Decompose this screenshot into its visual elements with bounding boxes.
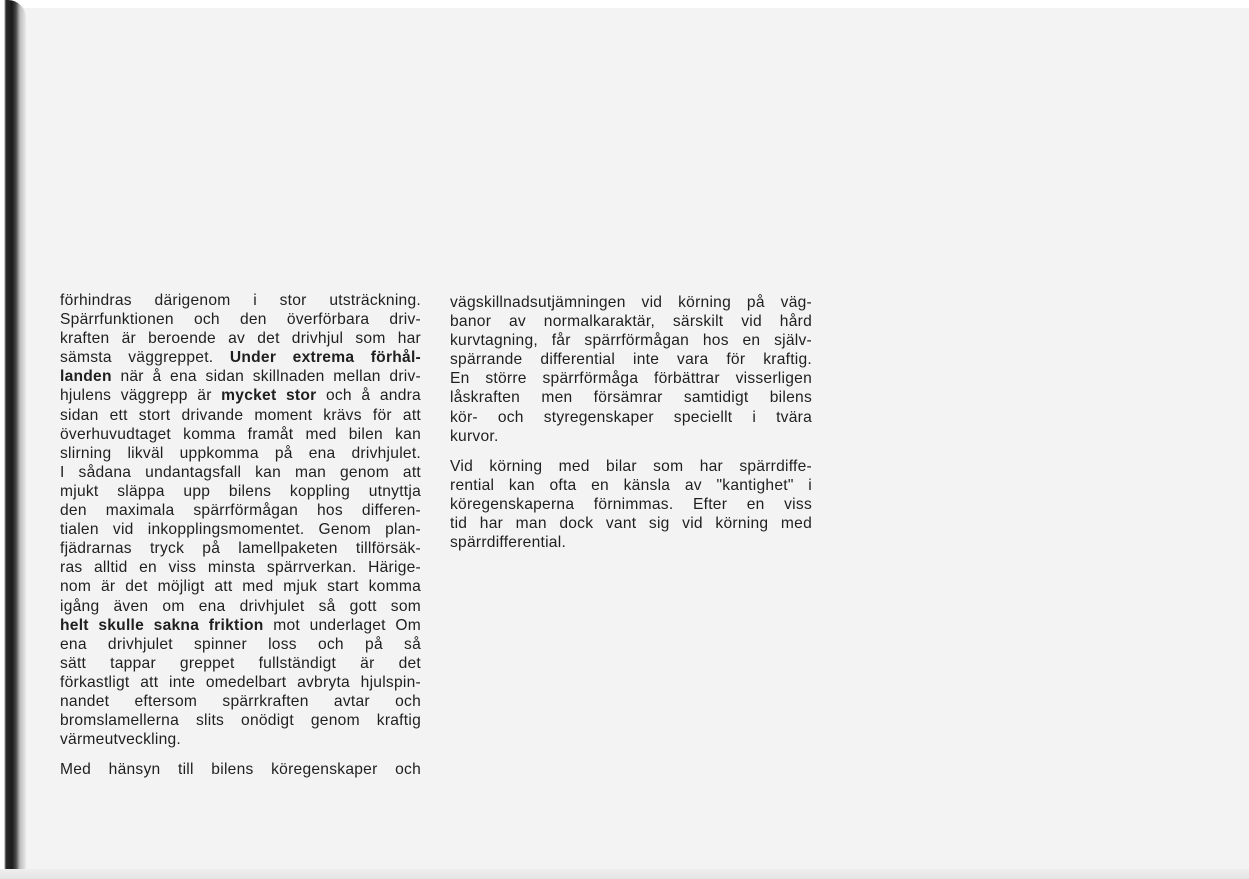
text-line [60,367,421,386]
text-line [450,293,812,312]
text-run: tialen vid inkopplingsmomentet. Genom plan- [60,521,421,539]
text-line [60,291,421,310]
binding-spine [0,0,26,879]
text-run: värmeutveckling. [60,731,181,749]
bold-emphasis: landen [60,368,112,386]
body-paragraph [450,293,812,446]
text-run: bromslamellerna slits onödigt genom kraftig [60,712,421,730]
text-line [60,520,421,539]
body-paragraph [450,457,812,552]
text-line [60,673,421,692]
text-line [450,533,812,552]
text-line [450,457,812,476]
text-run: Vid körning med bilar som har spärrdiffe- [450,457,812,475]
text-line [60,482,421,501]
text-line [60,760,421,779]
text-line [60,616,421,635]
paragraph-gap [450,446,812,457]
text-line [60,730,421,749]
paragraph-gap [60,749,421,760]
text-run: nandet eftersom spärrkraften avtar och [60,692,421,710]
bold-emphasis: helt skulle sakna friktion [60,616,264,634]
page-bottom-edge [0,869,1249,879]
text-run: kör- och styregenskaper speciellt i tvära [450,408,812,426]
text-line [450,514,812,533]
text-line [450,427,812,446]
text-line [60,597,421,616]
text-run: Med hänsyn till bilens köregenskaper och [60,761,421,779]
text-run: Spärrfunktionen och den överförbara driv- [60,311,421,329]
text-line [60,711,421,730]
right-text-column [450,293,812,552]
text-run: och å andra [316,387,421,405]
text-run: spärrande differential inte vara för kraftig. [450,351,812,369]
text-run: sämsta väggreppet. [60,349,230,367]
body-paragraph [60,760,421,779]
text-run: nom är det möjligt att med mjuk start komma [60,578,421,596]
text-run: ras alltid en viss minsta spärrverkan. Härige- [60,559,421,577]
text-line [60,348,421,367]
text-line [60,425,421,444]
text-run: rential kan ofta en känsla av "kantighet" i [450,476,812,494]
text-run: kraften är beroende av det drivhjul som har [60,330,421,348]
text-line [450,331,812,350]
text-line [60,692,421,711]
bold-emphasis: mycket stor [221,387,317,405]
text-line [60,558,421,577]
text-line [450,408,812,427]
bold-emphasis: Under extrema förhål- [229,349,421,367]
text-line [60,329,421,348]
text-run: sidan ett stort drivande moment krävs för att [60,406,421,424]
text-run: banor av normalkaraktär, särskilt vid hård [450,313,812,331]
text-run: igång även om ena drivhjulet så gott som [60,597,421,615]
text-line [450,369,812,388]
text-run: köregenskaperna förnimmas. Efter en viss [450,495,812,513]
text-run: tid har man dock vant sig vid körning med [450,515,812,533]
left-text-column [60,291,421,779]
text-run: förkastligt att inte omedelbart avbryta hjulspin- [60,673,421,691]
text-run: när å ena sidan skillnaden mellan driv- [111,368,421,386]
text-line [60,463,421,482]
text-run: låskraften men försämrar samtidigt bilens [450,389,812,407]
text-run: hjulens väggrepp är [60,387,222,405]
page-top-edge [0,0,1249,8]
text-run: slirning likväl uppkomma på ena drivhjulet. [60,444,421,462]
text-line [60,444,421,463]
text-run: ena drivhjulet spinner loss och på så [60,635,421,653]
text-run: den maximala spärrförmågan hos differen- [60,502,421,520]
text-run: sätt tappar greppet fullständigt är det [60,654,421,672]
text-line [60,635,421,654]
text-line [60,577,421,596]
text-run: fjädrarnas tryck på lamellpaketen tillförsäk- [60,540,421,558]
text-line [60,654,421,673]
body-paragraph [60,291,421,749]
text-line [60,539,421,558]
text-run: överhuvudtaget komma framåt med bilen kan [60,425,421,443]
text-line [60,386,421,405]
text-run: I sådana undantagsfall kan man genom att [60,463,421,481]
text-line [60,501,421,520]
text-line [450,312,812,331]
text-line [450,476,812,495]
text-line [450,350,812,369]
text-line [450,388,812,407]
text-line [60,406,421,425]
text-run: En större spärrförmåga förbättrar visserligen [450,370,812,388]
text-run: förhindras därigenom i stor utsträckning. [60,292,421,309]
text-run: mot underlaget Om [263,616,421,634]
text-run: mjukt släppa upp bilens koppling utnyttja [60,482,421,500]
text-run: kurvtagning, får spärrförmågan hos en själv- [450,332,812,350]
text-run: spärrdifferential. [450,534,567,552]
text-line [60,310,421,329]
text-run: kurvor. [450,427,499,445]
text-run: vägskillnadsutjämningen vid körning på väg- [450,294,812,311]
text-line [450,495,812,514]
